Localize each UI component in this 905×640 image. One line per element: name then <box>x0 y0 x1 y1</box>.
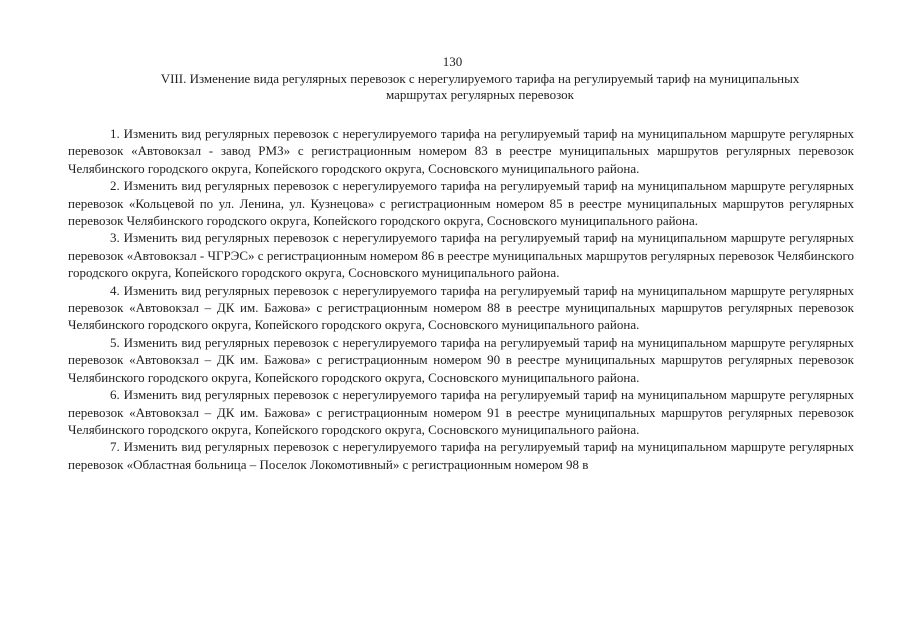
section-heading-line-1: VIII. Изменение вида регулярных перевозок с нерегулируемого тарифа на регулируемый тариф на муниципальных <box>160 71 800 86</box>
section-heading-line-2: маршрутах регулярных перевозок <box>386 87 574 102</box>
paragraph-6: 6. Изменить вид регулярных перевозок с нерегулируемого тарифа на регулируемый тариф на муниципальном маршруте регулярных перевозок «Автовокзал – ДК им. Бажова» с регистрационным номером 91 в реестре муниципальных маршрутов регулярных перевозок Челябинского городского округа, Копейского городского округа, Сосновского муниципального района. <box>68 387 854 437</box>
paragraph-2: 2. Изменить вид регулярных перевозок с нерегулируемого тарифа на регулируемый тариф на муниципальном маршруте регулярных перевозок «Кольцевой по ул. Ленина, ул. Кузнецова» с регистрационным номером 85 в реестре муниципальных маршрутов регулярных перевозок Челябинского городского округа, Копейского городского округа, Сосновского муниципального района. <box>68 178 854 229</box>
page-number: 130 <box>442 54 463 69</box>
paragraph-4: 4. Изменить вид регулярных перевозок с нерегулируемого тарифа на регулируемый тариф на муниципальном маршруте регулярных перевозок «Автовокзал – ДК им. Бажова» с регистрационным номером 88 в реестре муниципальных маршрутов регулярных перевозок Челябинского городского округа, Копейского городского округа, Сосновского муниципального района. <box>68 282 854 333</box>
paragraph-1: 1. Изменить вид регулярных перевозок с нерегулируемого тарифа на регулируемый тариф на муниципальном маршруте регулярных перевозок «Автовокзал - завод РМЗ» с регистрационным номером 83 в реестре муниципальных маршрутов регулярных перевозок Челябинского городского округа, Копейского городского округа, Сосновского муниципального района. <box>68 126 854 176</box>
paragraph-3: 3. Изменить вид регулярных перевозок с нерегулируемого тарифа на регулируемый тариф на муниципальном маршруте регулярных перевозок «Автовокзал - ЧГРЭС» с регистрационным номером 86 в реестре муниципальных маршрутов регулярных перевозок Челябинского городского округа, Копейского городского округа, Сосновского муниципального района. <box>68 230 854 281</box>
paragraph-5: 5. Изменить вид регулярных перевозок с нерегулируемого тарифа на регулируемый тариф на муниципальном маршруте регулярных перевозок «Автовокзал – ДК им. Бажова» с регистрационным номером 90 в реестре муниципальных маршрутов регулярных перевозок Челябинского городского округа, Копейского городского округа, Сосновского муниципального района. <box>68 334 854 385</box>
section-heading <box>100 71 860 103</box>
document-body <box>68 125 854 473</box>
paragraph-7: 7. Изменить вид регулярных перевозок с нерегулируемого тарифа на регулируемый тариф на муниципальном маршруте регулярных перевозок «Областная больница – Поселок Локомотивный» с регистрационным номером 98 в <box>68 439 854 472</box>
